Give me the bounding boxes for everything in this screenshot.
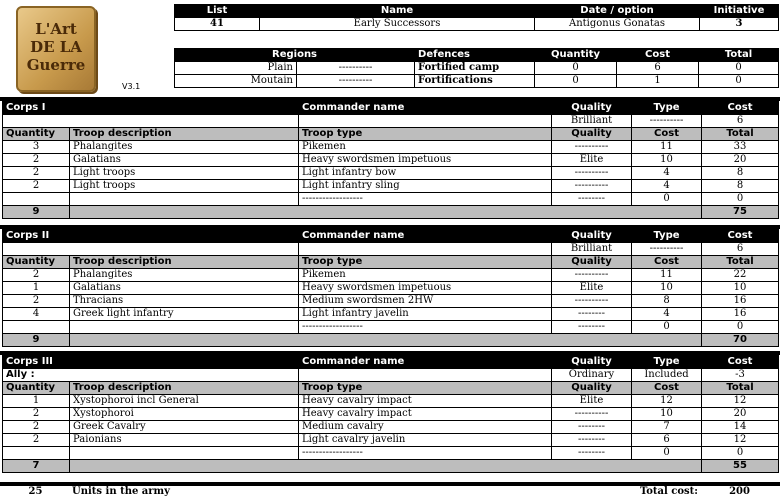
corps-title: Corps II bbox=[3, 230, 299, 243]
troop-quality[interactable]: -------- bbox=[552, 421, 632, 434]
troop-description[interactable]: Galatians bbox=[70, 282, 299, 295]
name-label: Name bbox=[260, 5, 535, 18]
troop-row bbox=[3, 447, 779, 460]
commander-quality[interactable]: Brilliant bbox=[552, 115, 632, 128]
troop-total-header: Total bbox=[702, 128, 779, 141]
troop-cost: 10 bbox=[632, 282, 702, 295]
troop-description[interactable]: Light troops bbox=[70, 167, 299, 180]
region-name[interactable]: Plain bbox=[175, 62, 297, 75]
troop-type[interactable]: Heavy cavalry impact bbox=[299, 395, 552, 408]
troop-quantity[interactable] bbox=[3, 447, 70, 460]
corps-unit-count: 7 bbox=[3, 460, 70, 473]
troop-type[interactable]: Pikemen bbox=[299, 269, 552, 282]
troop-quality[interactable]: ---------- bbox=[552, 408, 632, 421]
troop-quantity[interactable]: 1 bbox=[3, 395, 70, 408]
commander-name-label: Commander name bbox=[299, 102, 552, 115]
troop-quality[interactable]: ---------- bbox=[552, 180, 632, 193]
lart-de-la-guerre-logo bbox=[16, 6, 96, 92]
commander-cost-label: Cost bbox=[702, 356, 779, 369]
troop-type-header: Troop type bbox=[299, 256, 552, 269]
troop-description[interactable]: Paionians bbox=[70, 434, 299, 447]
initiative-value[interactable]: 3 bbox=[700, 18, 779, 31]
region-row bbox=[175, 75, 779, 88]
troop-total: 12 bbox=[702, 395, 779, 408]
commander-quality[interactable]: Brilliant bbox=[552, 243, 632, 256]
troop-cost: 0 bbox=[632, 193, 702, 206]
logo-line-3: Guerre bbox=[26, 56, 86, 74]
list-label: List bbox=[175, 5, 260, 18]
total-cost-label: Total cost: bbox=[639, 485, 698, 497]
quantity-header: Quantity bbox=[3, 256, 70, 269]
commander-name-field[interactable] bbox=[299, 243, 552, 256]
troop-cost: 11 bbox=[632, 269, 702, 282]
troop-quantity[interactable]: 3 bbox=[3, 141, 70, 154]
troop-total: 33 bbox=[702, 141, 779, 154]
troop-type-header: Troop type bbox=[299, 128, 552, 141]
troop-total: 0 bbox=[702, 447, 779, 460]
regions-table bbox=[174, 48, 779, 88]
commander-name-label: Commander name bbox=[299, 356, 552, 369]
quantity-header: Quantity bbox=[3, 382, 70, 395]
troop-type[interactable]: Pikemen bbox=[299, 141, 552, 154]
army-units-count: 25 bbox=[28, 485, 43, 497]
date-option[interactable]: Antigonus Gonatas bbox=[535, 18, 700, 31]
troop-type[interactable]: Light infantry javelin bbox=[299, 308, 552, 321]
troop-description[interactable]: Light troops bbox=[70, 180, 299, 193]
troop-quality[interactable]: -------- bbox=[552, 447, 632, 460]
troop-description[interactable]: Xystophoroi bbox=[70, 408, 299, 421]
total-cost-value: 200 bbox=[729, 485, 750, 497]
defence-name: Fortifications bbox=[415, 75, 535, 88]
region-dashes: ---------- bbox=[297, 62, 415, 75]
troop-cost: 8 bbox=[632, 295, 702, 308]
troop-type-header: Troop type bbox=[299, 382, 552, 395]
troop-description[interactable]: Thracians bbox=[70, 295, 299, 308]
troop-cost: 10 bbox=[632, 154, 702, 167]
troop-quantity[interactable]: 2 bbox=[3, 269, 70, 282]
region-row bbox=[175, 62, 779, 75]
corps-summary-spacer bbox=[70, 334, 702, 347]
troop-quality-header: Quality bbox=[552, 128, 632, 141]
troop-cost: 0 bbox=[632, 447, 702, 460]
troop-quality[interactable]: ---------- bbox=[552, 295, 632, 308]
commander-name-field[interactable] bbox=[299, 115, 552, 128]
ally-label bbox=[3, 115, 299, 128]
troop-description[interactable]: Greek Cavalry bbox=[70, 421, 299, 434]
troop-cost-header: Cost bbox=[632, 382, 702, 395]
defence-total-label: Total bbox=[699, 49, 779, 62]
troop-quality[interactable]: -------- bbox=[552, 193, 632, 206]
troop-type[interactable]: Light cavalry javelin bbox=[299, 434, 552, 447]
troop-row bbox=[3, 308, 779, 321]
troop-description-header: Troop description bbox=[70, 128, 299, 141]
corps-summary-row bbox=[3, 460, 779, 473]
troop-type[interactable]: ------------------ bbox=[299, 447, 552, 460]
troop-row bbox=[3, 269, 779, 282]
troop-total-header: Total bbox=[702, 382, 779, 395]
troop-row bbox=[3, 282, 779, 295]
commander-type[interactable]: Included bbox=[632, 369, 702, 382]
defence-total: 0 bbox=[699, 62, 779, 75]
troop-quantity[interactable]: 2 bbox=[3, 180, 70, 193]
troop-quality[interactable]: Elite bbox=[552, 282, 632, 295]
logo-line-2: DE LA bbox=[30, 38, 82, 56]
corps-title: Corps I bbox=[3, 102, 299, 115]
troop-total: 8 bbox=[702, 167, 779, 180]
troop-row bbox=[3, 434, 779, 447]
troop-quality[interactable]: -------- bbox=[552, 308, 632, 321]
troop-quantity[interactable]: 1 bbox=[3, 282, 70, 295]
commander-type[interactable]: ---------- bbox=[632, 115, 702, 128]
commander-cost: 6 bbox=[702, 115, 779, 128]
units-in-army-label: Units in the army bbox=[72, 485, 170, 497]
troop-cost: 4 bbox=[632, 180, 702, 193]
logo-line-1: L'Art bbox=[35, 20, 77, 38]
troop-cost-header: Cost bbox=[632, 128, 702, 141]
troop-quantity[interactable]: 2 bbox=[3, 408, 70, 421]
troop-quantity[interactable]: 2 bbox=[3, 295, 70, 308]
troop-type[interactable]: ------------------ bbox=[299, 321, 552, 334]
corps-summary-spacer bbox=[70, 460, 702, 473]
troop-row bbox=[3, 295, 779, 308]
corps-unit-count: 9 bbox=[3, 206, 70, 219]
defence-cost: 6 bbox=[617, 62, 699, 75]
troop-quality[interactable]: ---------- bbox=[552, 269, 632, 282]
commander-quality-label: Quality bbox=[552, 356, 632, 369]
troop-row bbox=[3, 141, 779, 154]
commander-type-label: Type bbox=[632, 356, 702, 369]
troop-description[interactable]: Phalangites bbox=[70, 269, 299, 282]
troop-row bbox=[3, 408, 779, 421]
troop-quality[interactable]: Elite bbox=[552, 395, 632, 408]
commander-quality-label: Quality bbox=[552, 230, 632, 243]
commander-type-label: Type bbox=[632, 230, 702, 243]
troop-row bbox=[3, 321, 779, 334]
corps-summary-spacer bbox=[70, 206, 702, 219]
region-name[interactable]: Moutain bbox=[175, 75, 297, 88]
ally-label: Ally : bbox=[3, 369, 299, 382]
troop-total: 0 bbox=[702, 193, 779, 206]
troop-description[interactable] bbox=[70, 321, 299, 334]
troop-description[interactable] bbox=[70, 447, 299, 460]
commander-quality[interactable]: Ordinary bbox=[552, 369, 632, 382]
list-number[interactable]: 41 bbox=[175, 18, 260, 31]
troop-cost: 0 bbox=[632, 321, 702, 334]
troop-total: 16 bbox=[702, 308, 779, 321]
troop-quality[interactable]: ---------- bbox=[552, 167, 632, 180]
army-name[interactable]: Early Successors bbox=[260, 18, 535, 31]
commander-name-label: Commander name bbox=[299, 230, 552, 243]
troop-quantity[interactable]: 4 bbox=[3, 308, 70, 321]
troop-total-header: Total bbox=[702, 256, 779, 269]
troop-type[interactable]: Heavy swordsmen impetuous bbox=[299, 154, 552, 167]
troop-quantity[interactable]: 2 bbox=[3, 154, 70, 167]
troop-row bbox=[3, 180, 779, 193]
version-label: V3.1 bbox=[122, 82, 141, 91]
list-header-table bbox=[174, 4, 779, 31]
initiative-label: Initiative bbox=[700, 5, 779, 18]
troop-row bbox=[3, 421, 779, 434]
troop-type[interactable]: Light infantry sling bbox=[299, 180, 552, 193]
troop-row bbox=[3, 193, 779, 206]
troop-total: 8 bbox=[702, 180, 779, 193]
troop-quantity[interactable]: 2 bbox=[3, 421, 70, 434]
troop-row bbox=[3, 395, 779, 408]
troop-quality[interactable]: ---------- bbox=[552, 141, 632, 154]
defence-name: Fortified camp bbox=[415, 62, 535, 75]
corps-table bbox=[2, 355, 779, 473]
commander-cost: 6 bbox=[702, 243, 779, 256]
corps-title: Corps III bbox=[3, 356, 299, 369]
troop-cost: 4 bbox=[632, 308, 702, 321]
date-label: Date / option bbox=[535, 5, 700, 18]
corps-summary-row bbox=[3, 334, 779, 347]
corps-unit-count: 9 bbox=[3, 334, 70, 347]
troop-total: 20 bbox=[702, 408, 779, 421]
troop-quality-header: Quality bbox=[552, 382, 632, 395]
defence-quantity[interactable]: 0 bbox=[535, 62, 617, 75]
corps-table bbox=[2, 101, 779, 219]
troop-description[interactable]: Greek light infantry bbox=[70, 308, 299, 321]
troop-type[interactable]: Heavy swordsmen impetuous bbox=[299, 282, 552, 295]
troop-description[interactable]: Galatians bbox=[70, 154, 299, 167]
corps-total-cost: 75 bbox=[702, 206, 779, 219]
commander-cost: -3 bbox=[702, 369, 779, 382]
regions-label: Regions bbox=[175, 49, 415, 62]
troop-cost: 6 bbox=[632, 434, 702, 447]
region-dashes: ---------- bbox=[297, 75, 415, 88]
corps-summary-row bbox=[3, 206, 779, 219]
troop-row bbox=[3, 154, 779, 167]
defence-cost-label: Cost bbox=[617, 49, 699, 62]
defence-quantity-label: Quantity bbox=[535, 49, 617, 62]
troop-total: 20 bbox=[702, 154, 779, 167]
troop-row bbox=[3, 167, 779, 180]
troop-cost: 4 bbox=[632, 167, 702, 180]
troop-quantity[interactable] bbox=[3, 193, 70, 206]
troop-description[interactable]: Phalangites bbox=[70, 141, 299, 154]
corps-total-cost: 55 bbox=[702, 460, 779, 473]
troop-cost: 10 bbox=[632, 408, 702, 421]
troop-description[interactable]: Xystophoroi incl General bbox=[70, 395, 299, 408]
troop-quantity[interactable]: 2 bbox=[3, 167, 70, 180]
troop-type[interactable]: Heavy cavalry impact bbox=[299, 408, 552, 421]
troop-type[interactable]: Medium swordsmen 2HW bbox=[299, 295, 552, 308]
commander-cost-label: Cost bbox=[702, 230, 779, 243]
troop-quality-header: Quality bbox=[552, 256, 632, 269]
commander-quality-label: Quality bbox=[552, 102, 632, 115]
troop-quality[interactable]: -------- bbox=[552, 434, 632, 447]
commander-type-label: Type bbox=[632, 102, 702, 115]
quantity-header: Quantity bbox=[3, 128, 70, 141]
commander-type[interactable]: ---------- bbox=[632, 243, 702, 256]
ally-label bbox=[3, 243, 299, 256]
troop-cost-header: Cost bbox=[632, 256, 702, 269]
corps-table bbox=[2, 229, 779, 347]
troop-total: 16 bbox=[702, 295, 779, 308]
defence-total: 0 bbox=[699, 75, 779, 88]
defences-label: Defences bbox=[415, 49, 535, 62]
troop-description[interactable] bbox=[70, 193, 299, 206]
troop-cost: 7 bbox=[632, 421, 702, 434]
troop-cost: 11 bbox=[632, 141, 702, 154]
troop-description-header: Troop description bbox=[70, 256, 299, 269]
defence-quantity[interactable]: 0 bbox=[535, 75, 617, 88]
corps-total-cost: 70 bbox=[702, 334, 779, 347]
troop-quantity[interactable] bbox=[3, 321, 70, 334]
troop-type[interactable]: Light infantry bow bbox=[299, 167, 552, 180]
troop-total: 10 bbox=[702, 282, 779, 295]
troop-total: 12 bbox=[702, 434, 779, 447]
troop-quality[interactable]: Elite bbox=[552, 154, 632, 167]
defence-cost: 1 bbox=[617, 75, 699, 88]
troop-total: 14 bbox=[702, 421, 779, 434]
footer-table bbox=[2, 485, 778, 498]
troop-total: 22 bbox=[702, 269, 779, 282]
troop-total: 0 bbox=[702, 321, 779, 334]
commander-cost-label: Cost bbox=[702, 102, 779, 115]
commander-name-field[interactable] bbox=[299, 369, 552, 382]
troop-type[interactable]: Medium cavalry bbox=[299, 421, 552, 434]
troop-description-header: Troop description bbox=[70, 382, 299, 395]
troop-quality[interactable]: -------- bbox=[552, 321, 632, 334]
troop-type[interactable]: ------------------ bbox=[299, 193, 552, 206]
troop-quantity[interactable]: 2 bbox=[3, 434, 70, 447]
troop-cost: 12 bbox=[632, 395, 702, 408]
